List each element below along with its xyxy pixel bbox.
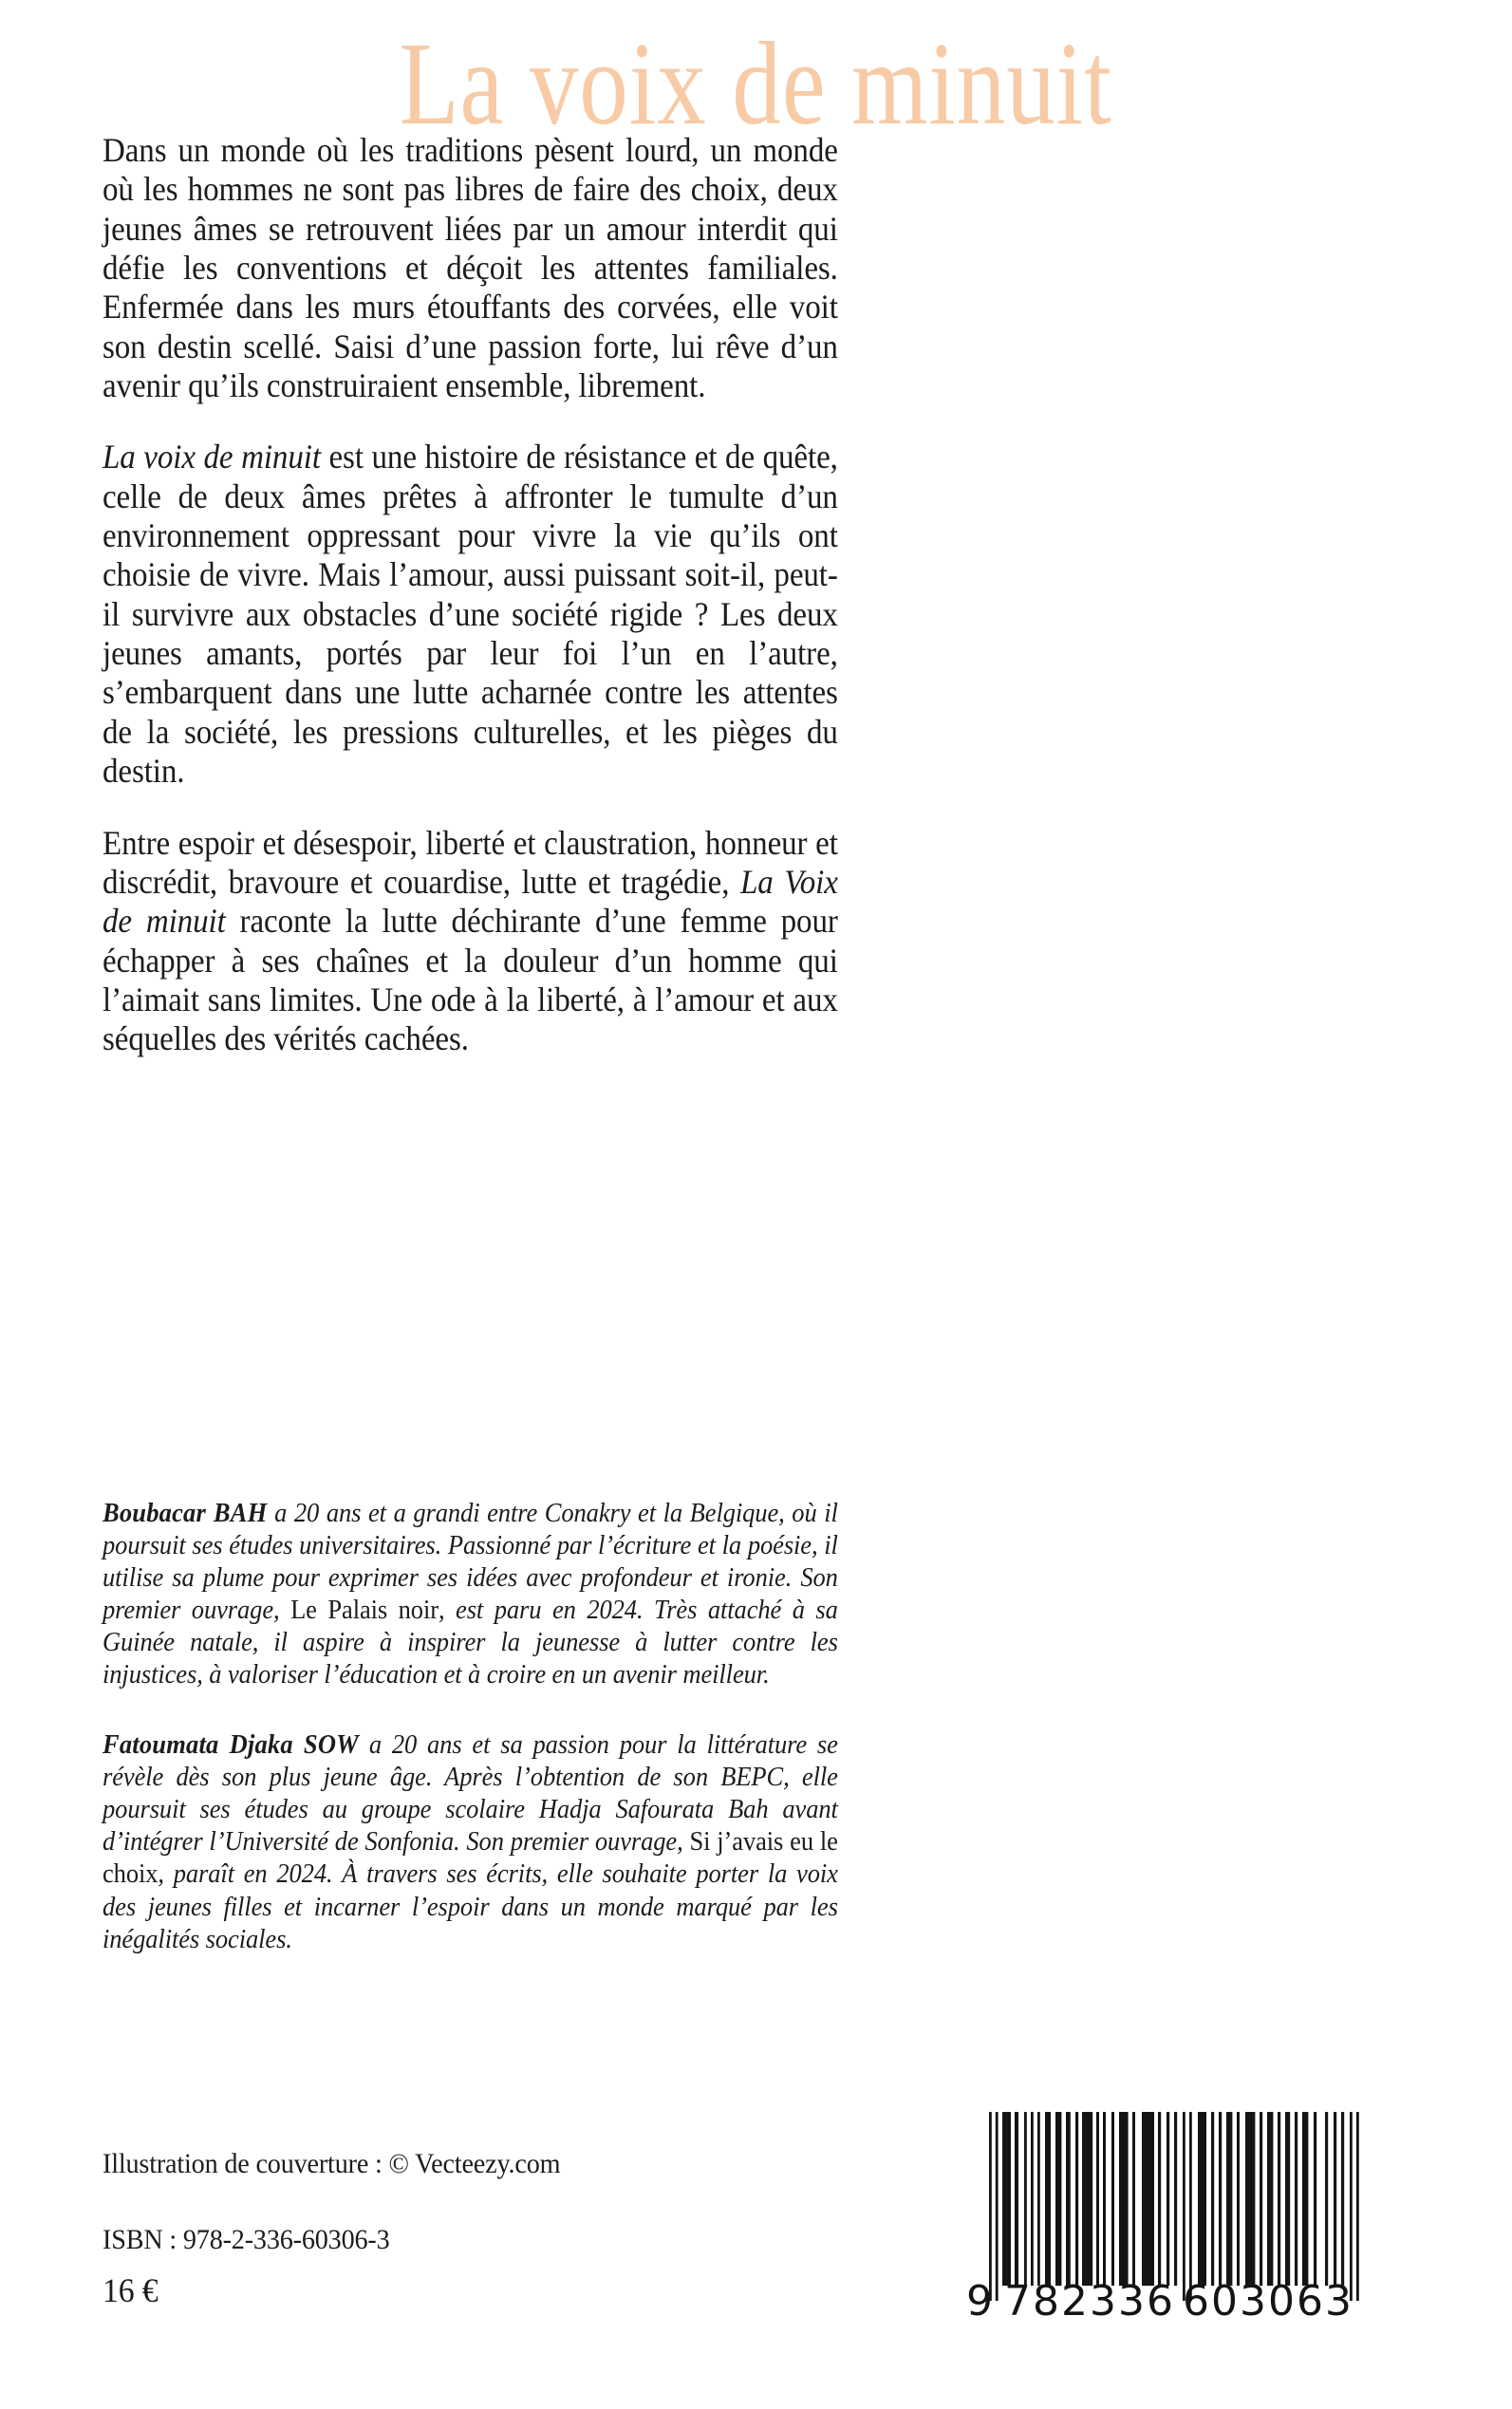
author-work-title: Le Palais noir bbox=[290, 1596, 439, 1626]
blurb-paragraph-2-text: est une histoire de résistance et de quête, celle de deux âmes prêtes à affronter le tumulte d’un environnement oppressant pour vivre la vie qu’ils ont choisie de vivre. Mais l’amour, aussi puissant soit-il, peut-il survivre aux obstacles d’une société rigide ? Les deux jeunes amants, portés par leur foi l’un en l’autre, s’embarquent dans une lutte acharnée contre les attentes de la société, les pressions culturelles, et les pièges du destin. bbox=[103, 438, 838, 791]
isbn-line: ISBN : 978-2-336-60306-3 bbox=[103, 2224, 390, 2255]
barcode-right-group: 603063 bbox=[1183, 2277, 1353, 2325]
author-bio-text-1: a 20 ans et sa passion pour la littérature se révèle dès son plus jeune âge. Après l’obtention de son BEPC, elle poursuit ses études au groupe scolaire Hadja Safourata Bah avant d’intégrer l’Université de Sonfonia. Son premier ouvrage, bbox=[103, 1730, 838, 1858]
footer-section bbox=[103, 2147, 824, 2311]
illustration-credit: Illustration de couverture : © Vecteezy.com bbox=[103, 2148, 561, 2179]
blurb-paragraph-3-start: Entre espoir et désespoir, liberté et claustration, honneur et discrédit, bravoure et couardise, lutte et tragédie, bbox=[103, 823, 838, 901]
blurb-paragraph-3-title: La Voix de minuit bbox=[103, 862, 838, 941]
blurb-paragraph-2 bbox=[103, 438, 838, 791]
barcode-lead-digit: 9 bbox=[966, 2277, 994, 2325]
blurb-section bbox=[103, 131, 838, 1059]
price-label: 16 € bbox=[103, 2271, 159, 2309]
author-name: Boubacar BAH bbox=[103, 1499, 268, 1528]
author-work-title: Si j’avais eu le choix bbox=[103, 1827, 838, 1890]
author-name: Fatoumata Djaka SOW bbox=[103, 1730, 359, 1761]
barcode-left-group: 782336 bbox=[1004, 2277, 1175, 2325]
author-bio-text-2: , est paru en 2024. Très attaché à sa Guinée natale, il aspire à inspirer la jeunesse à lutter contre les injustices, à valoriser l’éducation et à croire en un avenir meilleur. bbox=[103, 1596, 838, 1690]
barcode-number bbox=[966, 2277, 1372, 2325]
book-title: La voix de minuit bbox=[399, 18, 1113, 151]
author-bio bbox=[103, 1729, 838, 1955]
blurb-paragraph-1 bbox=[103, 131, 838, 405]
blurb-paragraph-3-text: raconte la lutte déchirante d’une femme pour échapper à ses chaînes et la douleur d’un homme qui l’aimait sans limites. Une ode à la liberté, à l’amour et aux séquelles des vérités cachées. bbox=[103, 902, 838, 1058]
author-bios-section bbox=[103, 1498, 838, 1956]
title-container bbox=[0, 18, 1512, 151]
author-bio bbox=[103, 1498, 838, 1691]
barcode-gap bbox=[1167, 2277, 1183, 2325]
author-bio-text-2: , paraît en 2024. À travers ses écrits, elle souhaite porter la voix des jeunes filles et incarner l’espoir dans un monde marqué par les inégalités sociales. bbox=[103, 1859, 838, 1954]
barcode bbox=[966, 2112, 1372, 2325]
blurb-paragraph-1-text: Dans un monde où les traditions pèsent lourd, un monde où les hommes ne sont pas libres de faire des choix, deux jeunes âmes se retrouvent liées par un amour interdit qui défie les conventions et déçoit les attentes familiales. Enfermée dans les murs étouffants des corvées, elle voit son destin scellé. Saisi d’une passion forte, lui rêve d’un avenir qu’ils construiraient ensemble, librement. bbox=[103, 131, 838, 405]
blurb-paragraph-2-title: La voix de minuit bbox=[103, 438, 321, 476]
blurb-paragraph-3 bbox=[103, 824, 838, 1059]
author-bio-text-1: a 20 ans et a grandi entre Conakry et la Belgique, où il poursuit ses études universitaires. Passionné par l’écriture et la poésie, il utilise sa plume pour exprimer ses idées avec profondeur et ironie. Son premier ouvrage, bbox=[103, 1499, 838, 1626]
